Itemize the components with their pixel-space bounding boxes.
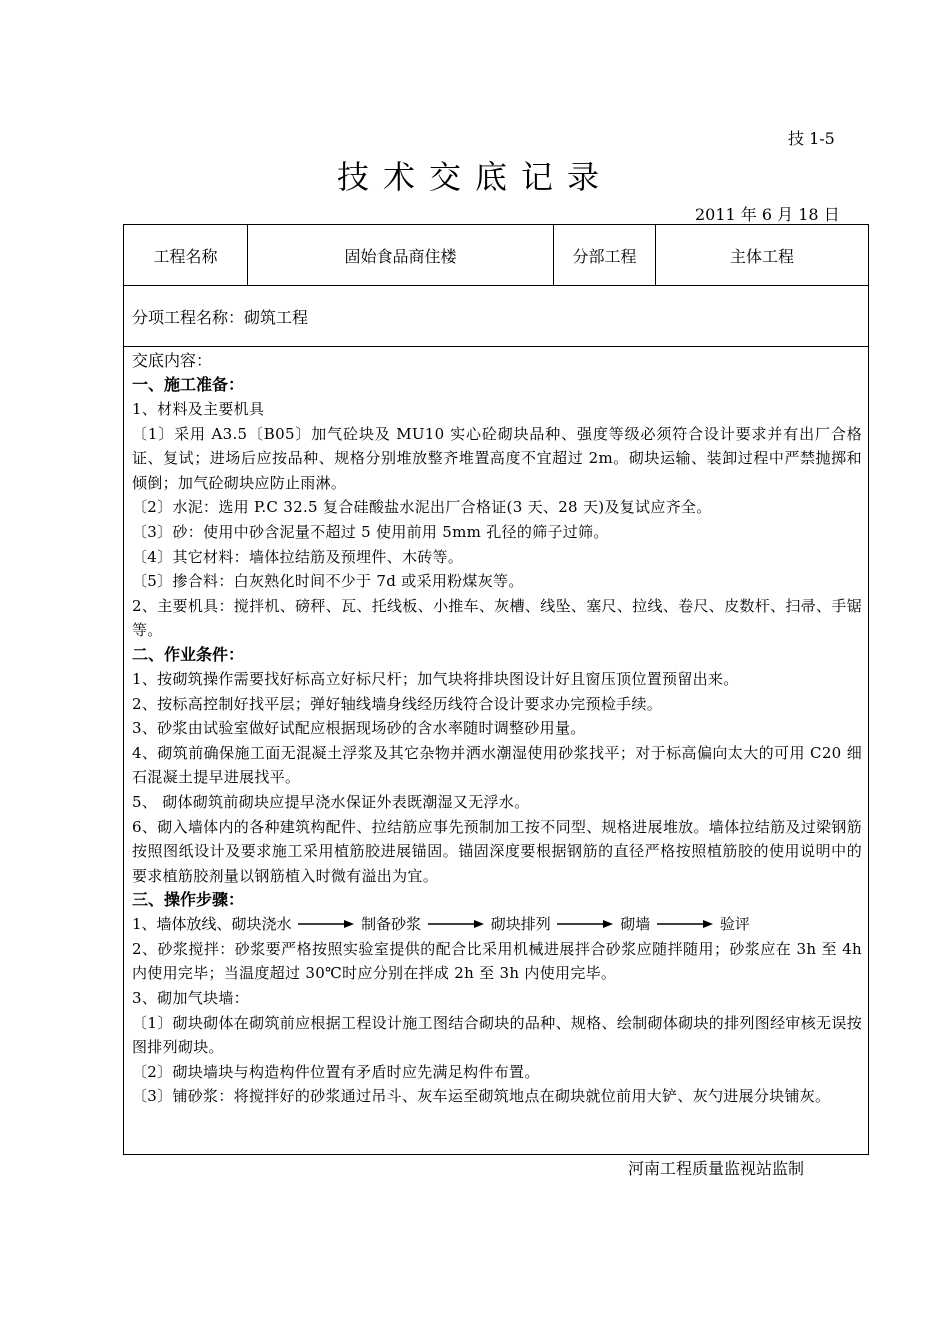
paragraph: 6、砌入墙体内的各种建筑构配件、拉结筋应事先预制加工按不同型、规格进展堆放。墙体拉结筋及过梁钢筋按照图纸设计及要求施工采用植筋胶进展锚固。锚固深度要根据钢筋的直径严格按照植筋胶的使用说明中的要求植筋胶剂量以钢筋植入时微有溢出为宜。 [132, 817, 862, 885]
project-name-value: 固始食品商住楼 [248, 225, 554, 286]
division-label: 分部工程 [554, 225, 656, 286]
division-value: 主体工程 [656, 225, 869, 286]
paragraph: 3、砂浆由试验室做好试配应根据现场砂的含水率随时调整砂用量。 [132, 719, 586, 738]
flow-step: 砌块排列 [490, 915, 551, 934]
flow-step: 制备砂浆 [361, 915, 422, 934]
paragraph: 2、按标高控制好找平层；弹好轴线墙身线经历线符合设计要求办完预检手续。 [132, 694, 663, 713]
paragraph: 〔5〕掺合料：白灰熟化时间不少于 7d 或采用粉煤灰等。 [132, 572, 524, 591]
arrow-right-icon [657, 918, 713, 930]
arrow-right-icon [428, 918, 484, 930]
section-heading-conditions: 二、作业条件： [132, 644, 245, 664]
paragraph: 1、材料及主要机具 [132, 400, 265, 418]
flow-step: 1、墙体放线、砌块浇水 [132, 915, 292, 934]
project-row [124, 225, 869, 286]
arrow-right-icon [298, 918, 354, 930]
paragraph: 5、 砌体砌筑前砌块应提早浇水保证外表既潮湿又无浮水。 [132, 792, 530, 811]
document-title: 技术交底记录 [336, 158, 613, 196]
flow-step: 验评 [719, 915, 750, 934]
record-table [123, 224, 869, 1155]
paragraph: 〔3〕砂：使用中砂含泥量不超过 5 使用前用 5mm 孔径的筛子过筛。 [132, 522, 609, 541]
section-heading-preparation: 一、施工准备： [132, 375, 245, 394]
process-flow [132, 912, 862, 937]
form-code: 技 1-5 [788, 129, 835, 148]
flow-step: 砌墙 [620, 915, 651, 934]
paragraph: 〔1〕砌块砌体在砌筑前应根据工程设计施工图结合砌块的品种、规格、绘制砌体砌块的排列图经审核无误按图排列砌块。 [132, 1013, 862, 1057]
project-name-label: 工程名称 [124, 225, 248, 286]
document-date: 2011 年 6 月 18 日 [695, 205, 840, 224]
paragraph: 3、砌加气块墙： [132, 989, 249, 1008]
subitem-row [124, 286, 869, 347]
paragraph: 1、按砌筑操作需要找好标高立好标尺杆；加气块将排块图设计好且窗压顶位置预留出来。 [132, 669, 739, 688]
content-cell [124, 347, 869, 1155]
arrow-right-icon [557, 918, 613, 930]
paragraph: 〔3〕铺砂浆：将搅拌好的砂浆通过吊斗、灰车运至砌筑地点在砌块就位前用大铲、灰勺进展分块铺灰。 [132, 1087, 831, 1106]
content-label: 交底内容： [132, 351, 213, 370]
content-row [124, 347, 869, 1155]
paragraph: 2、主要机具：搅拌机、磅秤、瓦、托线板、小推车、灰槽、线坠、塞尺、拉线、卷尺、皮数杆、扫帚、手锯等。 [132, 596, 862, 640]
paragraph: 4、砌筑前确保施工面无混凝土浮浆及其它杂物并洒水潮湿使用砂浆找平；对于标高偏向太大的可用 C20 细石混凝土提早进展找平。 [132, 743, 862, 787]
issuer-footer: 河南工程质量监视站监制 [628, 1159, 805, 1178]
paragraph: 〔2〕水泥：选用 P.C 32.5 复合硅酸盐水泥出厂合格证(3 天、28 天)及复试应齐全。 [132, 498, 712, 517]
paragraph: 2、砂浆搅拌：砂浆要严格按照实验室提供的配合比采用机械进展拌合砂浆应随拌随用；砂浆应在 3h 至 4h 内使用完毕；当温度超过 30℃时应分别在拌成 2h 至 3h 内使用完毕。 [132, 939, 862, 983]
paragraph: 〔2〕砌块墙块与构造构件位置有矛盾时应先满足构件布置。 [132, 1062, 540, 1081]
section-heading-steps: 三、操作步骤： [132, 890, 245, 910]
subitem-name: 分项工程名称：砌筑工程 [124, 286, 869, 347]
paragraph: 〔4〕其它材料：墙体拉结筋及预埋件、木砖等。 [132, 547, 464, 566]
paragraph: 〔1〕采用 A3.5〔B05〕加气砼块及 MU10 实心砼砌块品种、强度等级必须符合设计要求并有出厂合格证、复试；进场后应按品种、规格分别堆放整齐堆置高度不宜超过 2m。砌块运输、装卸过程中严禁抛掷和倾倒；加气砼砌块应防止雨淋。 [132, 424, 862, 492]
